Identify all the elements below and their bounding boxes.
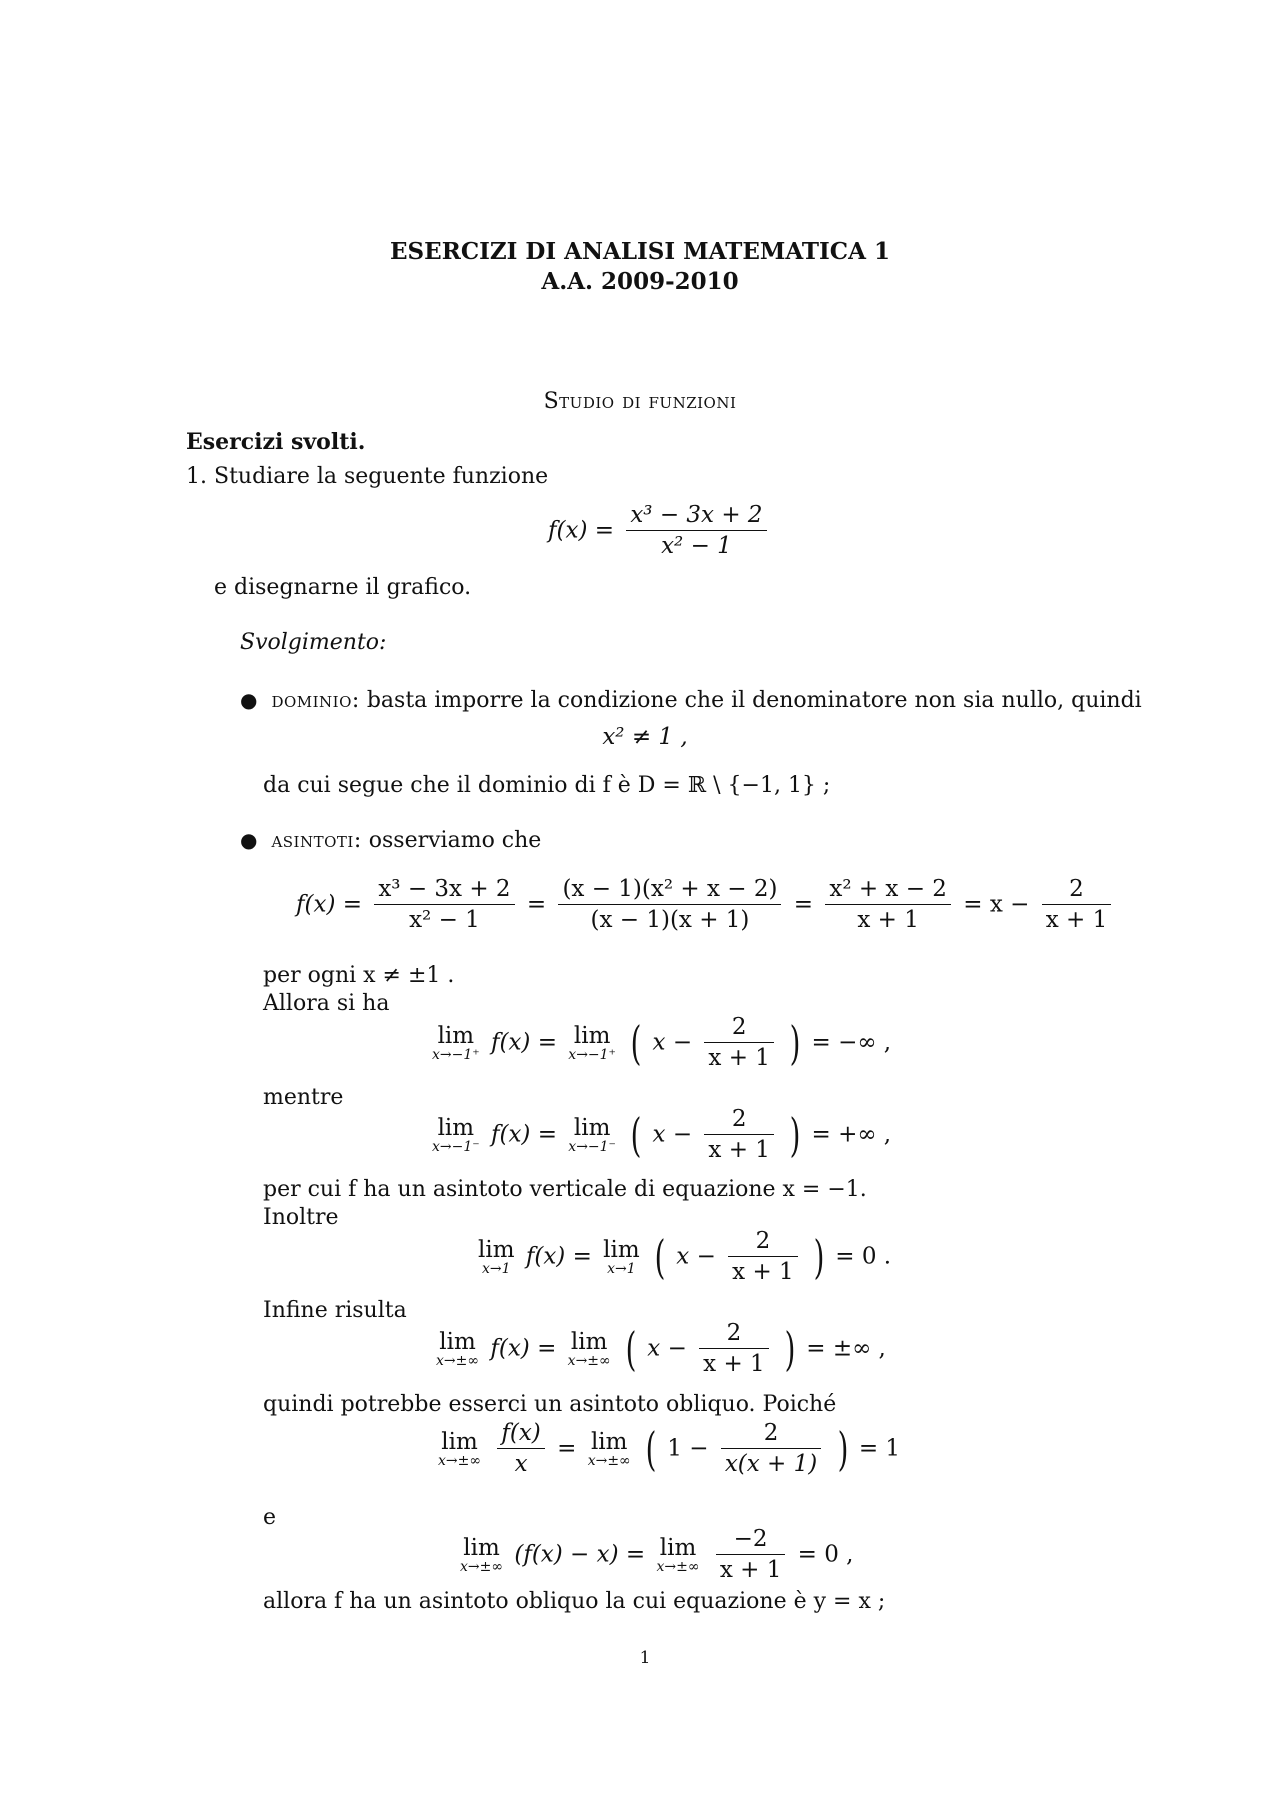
section-title: Studio di funzioni [543,389,737,414]
frac-den: x + 1 [728,1256,798,1285]
exercise-prompt [186,463,548,491]
paren-close: ) [784,1321,796,1376]
lim-op [603,1238,640,1276]
function-definition [548,502,772,559]
lim-op [568,1024,616,1062]
fx: f(x) = [490,1029,557,1056]
bullet-icon: ● [240,828,258,852]
lim-sub: x→±∞ [587,1452,631,1469]
lim-op [438,1430,481,1468]
limit-infinity [432,1320,886,1377]
diff-expr: (f(x) − x) = [514,1541,646,1568]
asintoti-text: osserviamo che [368,828,542,853]
frac-num: 2 [755,1228,771,1254]
frac-num: 2 [731,1106,747,1132]
identity-frac-2 [558,876,781,933]
lim-op [460,1536,503,1574]
mentre-text: mentre [263,1085,344,1110]
limit-difference [456,1526,853,1583]
function-lhs: f(x) = [548,517,615,544]
diff-fraction [716,1526,786,1583]
lim-op [588,1430,631,1468]
e-text: e [263,1505,277,1530]
limit-result: = 0 , [797,1541,854,1568]
lim-sub: x→−1⁻ [432,1138,480,1155]
lim-word: lim [573,1022,611,1049]
solution-label: Svolgimento: [240,630,387,655]
identity-num-3: x² + x − 2 [829,876,947,902]
limit-result: = −∞ , [811,1029,892,1056]
bullet-icon: ● [240,688,258,712]
lim-sub: x→±∞ [567,1352,611,1369]
paren-inner: x − [647,1335,687,1362]
lim-word: lim [590,1428,628,1455]
equals: = [793,891,814,918]
solved-heading: Esercizi svolti. [186,429,366,455]
lim-op [432,1024,480,1062]
identity-den-4: x + 1 [1042,904,1112,933]
lim-word: lim [439,1328,476,1355]
limit-minus-one-minus [428,1106,891,1163]
lim-op [656,1536,699,1574]
identity-lhs: f(x) = [296,891,363,918]
lim-word: lim [463,1534,500,1561]
frac-den: x + 1 [704,1134,774,1163]
per-ogni: per ogni x ≠ ±1 . [263,963,455,988]
diff-den: x + 1 [716,1554,786,1583]
lim-word: lim [437,1022,475,1049]
limit-result: = 1 [858,1435,901,1462]
paren-close: ) [837,1421,848,1476]
paren-open: ( [625,1321,637,1376]
lim-op [568,1116,616,1154]
ratio-inner-fraction [721,1420,821,1477]
lim-sub: x→1 [481,1260,511,1277]
limit-fraction [704,1014,774,1071]
asintoti-bullet [240,826,541,855]
limit-fraction [728,1228,798,1285]
identity-frac-3 [825,876,951,933]
function-numerator: x³ − 3x + 2 [630,502,763,528]
limit-minus-one-plus [428,1014,891,1071]
diff-num: −2 [733,1526,768,1552]
lim-word: lim [603,1236,640,1263]
function-denominator: x² − 1 [626,530,766,559]
paren-close: ) [813,1229,825,1284]
ratio-inner-num: 2 [763,1420,779,1446]
equals: = [557,1435,577,1462]
frac-den: x + 1 [704,1042,774,1071]
paren-inner: x − [676,1243,716,1270]
frac-num: 2 [731,1014,747,1040]
ratio-num: f(x) [501,1420,541,1446]
paren-open: ( [630,1015,642,1070]
dominio-bullet [240,686,1142,715]
asintoti-label: asintoti: [271,828,362,853]
lim-word: lim [437,1114,475,1141]
identity-den-1: x² − 1 [374,904,514,933]
exercise-text: Studiare la seguente funzione [214,464,549,489]
obliquo-maybe-text: quindi potrebbe esserci un asintoto obliquo. Poiché [263,1392,837,1417]
lim-sub: x→±∞ [436,1352,480,1369]
paren-inner: x − [652,1121,693,1148]
lim-sub: x→−1⁺ [568,1046,616,1063]
academic-year: A.A. 2009-2010 [541,268,739,295]
identity-frac-4 [1042,876,1112,933]
page-number: 1 [639,1648,651,1668]
allora-text: Allora si ha [263,991,390,1016]
function-fraction [626,502,766,559]
lim-sub: x→−1⁻ [568,1138,616,1155]
dominio-label: dominio: [271,688,360,713]
frac-den: x + 1 [699,1348,769,1377]
lim-word: lim [573,1114,611,1141]
lim-sub: x→−1⁺ [432,1046,480,1063]
identity-den-3: x + 1 [825,904,951,933]
identity-frac-1 [374,876,514,933]
document-title: ESERCIZI DI ANALISI MATEMATICA 1 [390,238,890,265]
lim-sub: x→±∞ [656,1558,700,1575]
lim-word: lim [478,1236,515,1263]
paren-open: ( [645,1421,657,1476]
lim-op [436,1330,479,1368]
lim-word: lim [570,1328,608,1355]
fx: f(x) = [525,1243,592,1270]
dominio-condition: x² ≠ 1 , [602,724,688,750]
lim-op [478,1238,515,1276]
identity-den-2: (x − 1)(x + 1) [558,904,781,933]
lim-word: lim [659,1534,697,1561]
paren-close: ) [789,1015,801,1070]
lim-sub: x→±∞ [460,1558,504,1575]
identity-num-1: x³ − 3x + 2 [378,876,511,902]
dominio-conclusion: da cui segue che il dominio di f è D = ℝ \ {−1, 1} ; [263,773,831,798]
identity-tail: = x − [963,891,1030,918]
fx: f(x) = [490,1335,557,1362]
limit-result: = 0 . [835,1243,892,1270]
ratio-fraction [497,1420,544,1477]
identity-equation [296,876,1116,933]
ratio-den: x [497,1448,544,1477]
paren-close: ) [789,1107,801,1162]
limit-ratio [434,1420,900,1477]
limit-fraction [699,1320,769,1377]
lim-sub: x→1 [607,1260,636,1277]
lim-op [432,1116,480,1154]
vertical-asymptote-text: per cui f ha un asintoto verticale di equazione x = −1. [263,1177,867,1202]
limit-result: = ±∞ , [806,1335,886,1362]
exercise-after: e disegnarne il grafico. [214,575,472,600]
frac-num: 2 [726,1320,742,1346]
paren-inner: x − [652,1029,693,1056]
limit-result: = +∞ , [811,1121,892,1148]
dominio-text: basta imporre la condizione che il denominatore non sia nullo, quindi [366,688,1142,713]
infine-text: Infine risulta [263,1298,407,1323]
final-conclusion: allora f ha un asintoto obliquo la cui equazione è y = x ; [263,1589,886,1614]
lim-op [568,1330,611,1368]
ratio-inner-den: x(x + 1) [721,1448,821,1477]
lim-sub: x→±∞ [438,1452,482,1469]
limit-one [474,1228,891,1285]
ratio-inner: 1 − [667,1435,709,1462]
paren-open: ( [654,1229,666,1284]
exercise-number: 1. [186,464,207,489]
limit-fraction [704,1106,774,1163]
inoltre-text: Inoltre [263,1205,339,1230]
identity-num-4: 2 [1069,876,1084,902]
paren-open: ( [630,1107,642,1162]
identity-num-2: (x − 1)(x² + x − 2) [562,876,778,902]
equals: = [526,891,547,918]
fx: f(x) = [490,1121,557,1148]
lim-word: lim [441,1428,478,1455]
